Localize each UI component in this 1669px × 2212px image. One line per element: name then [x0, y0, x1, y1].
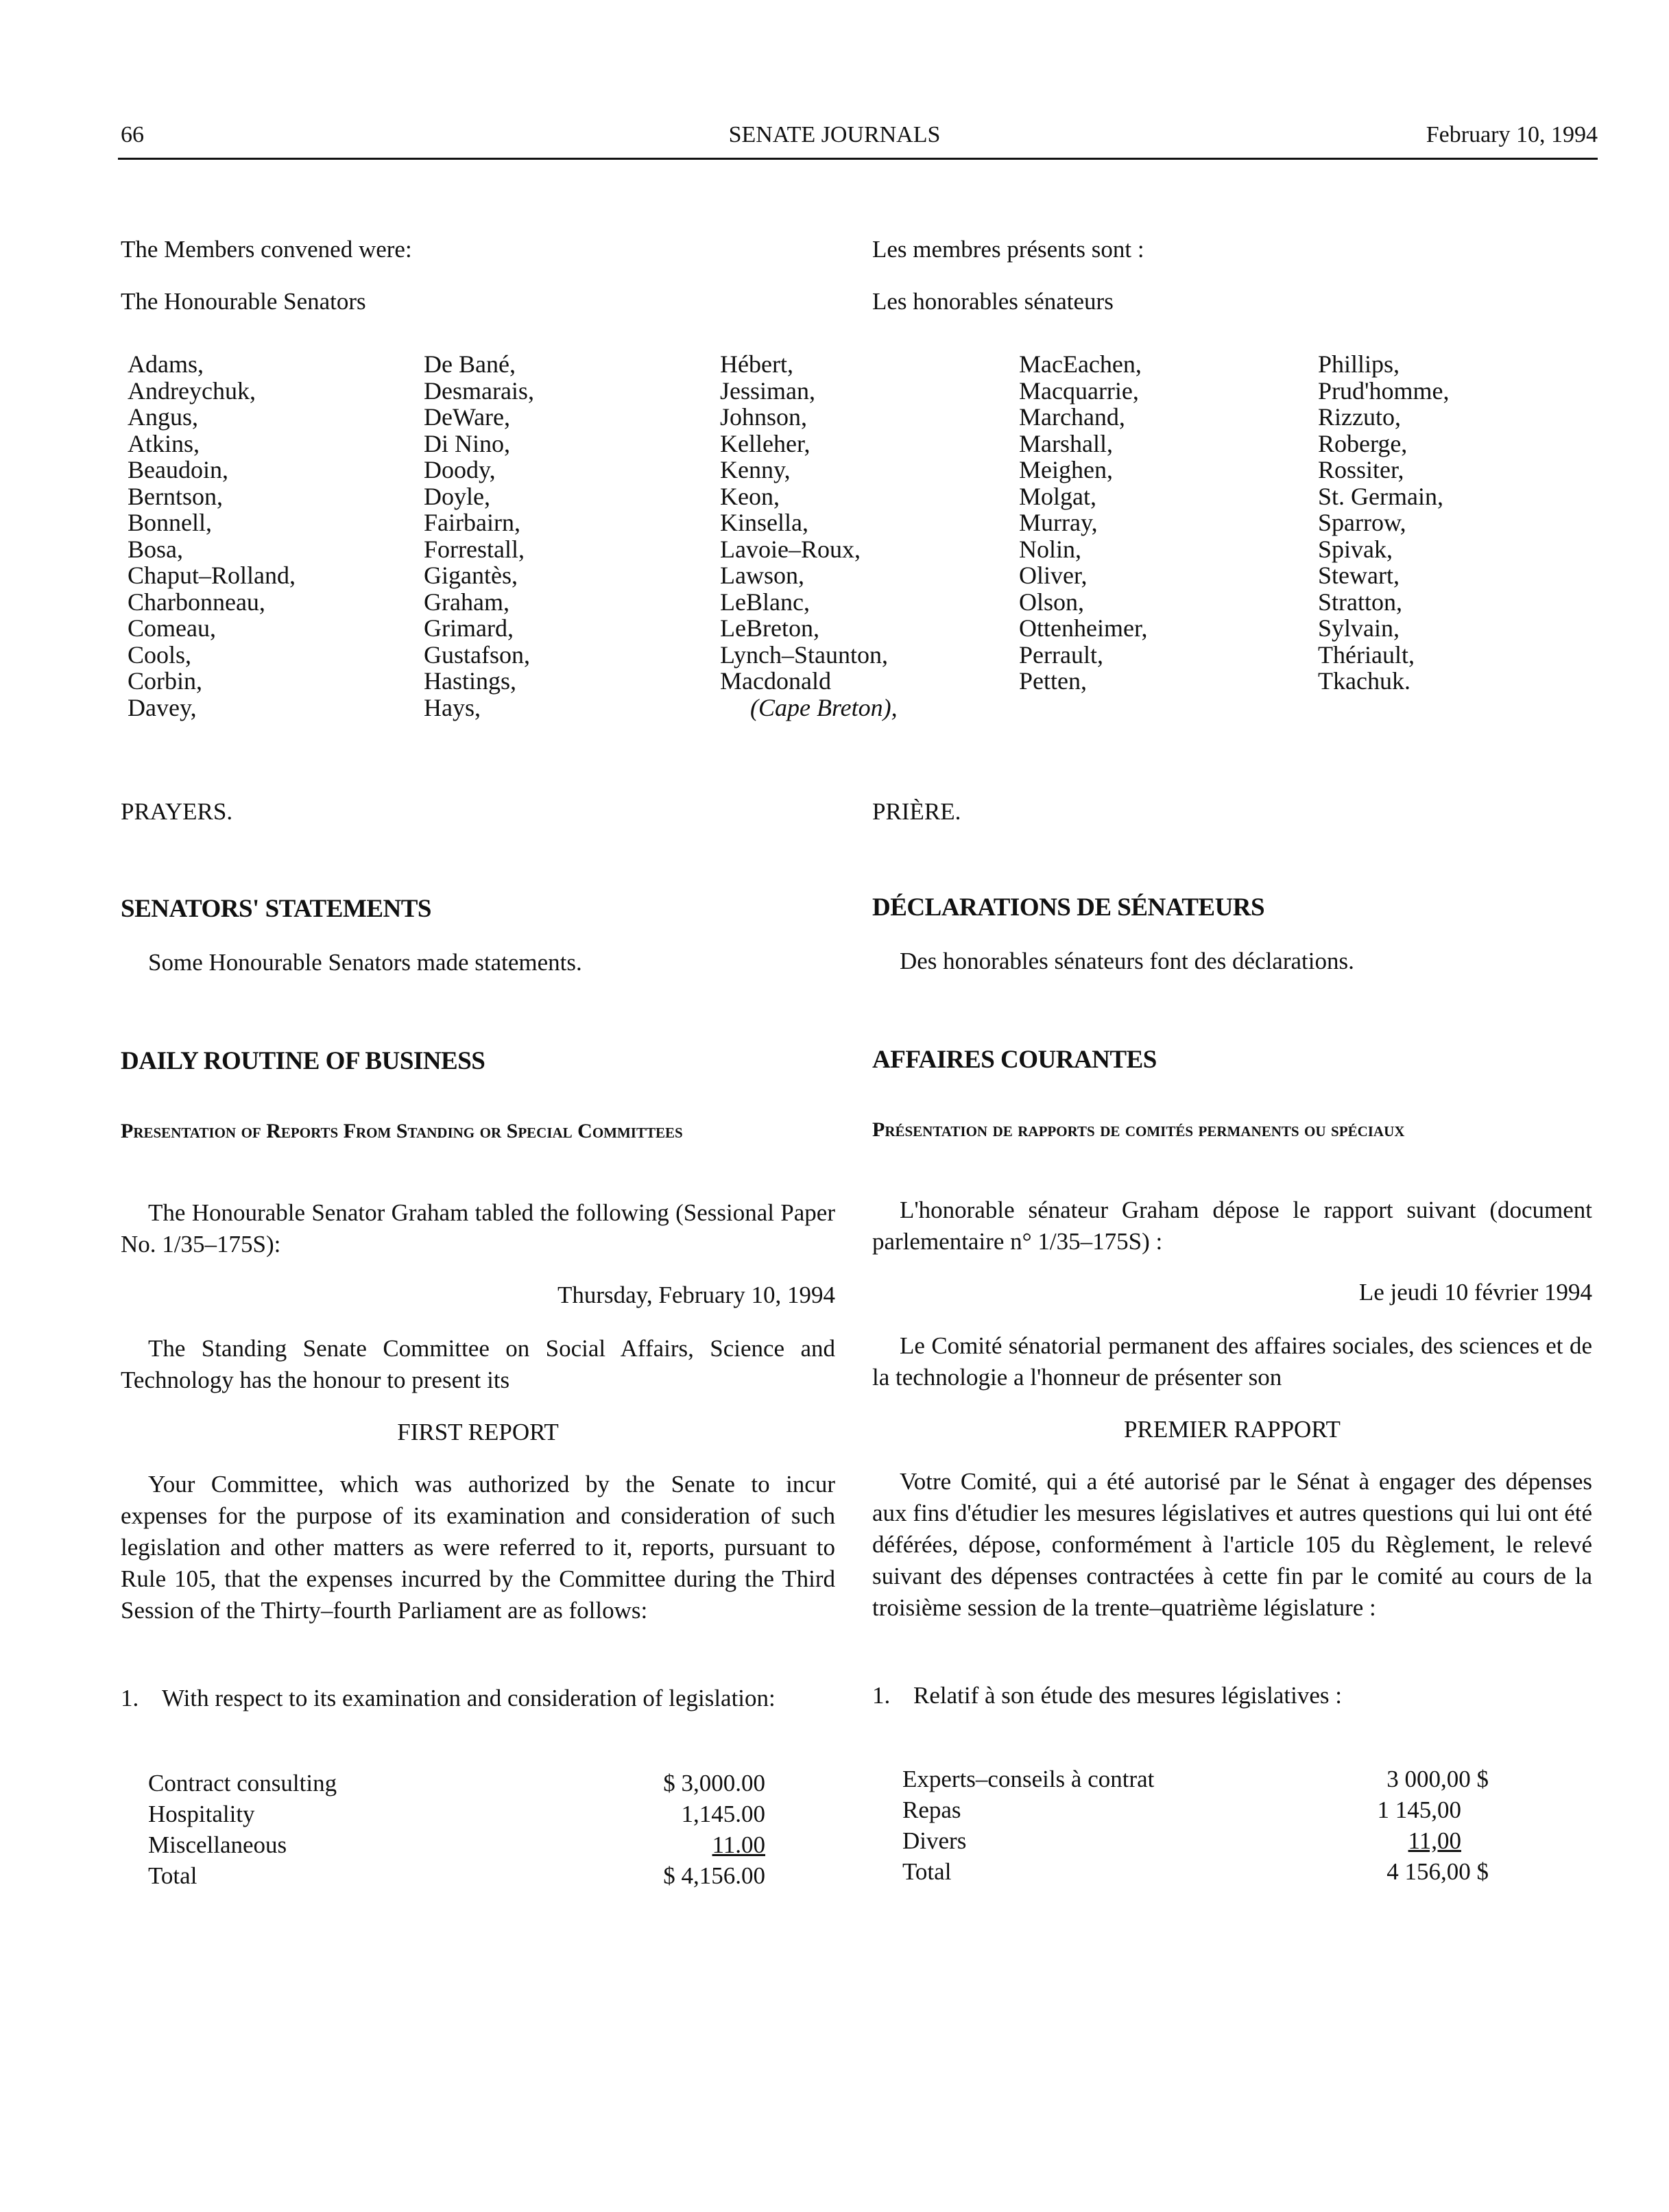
senator-name: Forrestall, [424, 535, 525, 563]
senator-name: Gigantès, [424, 562, 518, 589]
senator-name: Berntson, [128, 482, 223, 510]
item-text: With respect to its examination and consideration of legislation: [162, 1685, 776, 1711]
senator-name: Johnson, [720, 403, 808, 431]
journal-title: SENATE JOURNALS [728, 122, 941, 147]
members-convened-fr: Les membres présents sont : [872, 236, 1144, 263]
senator-name: Lynch–Staunton, [720, 640, 888, 669]
senator-column-2 [424, 351, 534, 721]
senator-name: MacEachen, [1019, 350, 1142, 378]
senator-name: Ottenheimer, [1019, 614, 1148, 642]
expense-row [902, 1794, 1489, 1825]
senator-column-1 [128, 351, 296, 721]
senator-name: Hastings, [424, 667, 516, 695]
tabled-text-fr: L'honorable sénateur Graham dépose le rapport suivant (document parlementaire n° 1/35–175S) : [872, 1197, 1592, 1255]
header-date: February 10, 1994 [1426, 122, 1598, 147]
senator-name: Meighen, [1019, 456, 1113, 483]
senator-name: Lawson, [720, 562, 804, 589]
senator-name: Molgat, [1019, 482, 1096, 510]
senator-name: Bosa, [128, 535, 183, 563]
senator-name: Bonnell, [128, 509, 212, 536]
senator-name: Charbonneau, [128, 588, 265, 616]
prayers-en: PRAYERS. [121, 798, 233, 825]
expense-label: Repas [902, 1796, 961, 1823]
expense-total-row [902, 1856, 1489, 1887]
senator-name: Olson, [1019, 588, 1085, 616]
expense-amount: $ 3,000.00 [663, 1770, 765, 1796]
senator-name: Atkins, [128, 429, 200, 457]
item-number: 1. [872, 1682, 891, 1709]
statements-text-fr: Des honorables sénateurs font des déclarations. [900, 948, 1354, 974]
expense-amount: 11.00 [712, 1831, 765, 1858]
report-title-en: FIRST REPORT [397, 1419, 559, 1445]
expense-label: Experts–conseils à contrat [902, 1766, 1155, 1792]
senator-name: Phillips, [1318, 350, 1400, 378]
report-title-fr: PREMIER RAPPORT [1124, 1416, 1341, 1443]
senator-name: Hébert, [720, 350, 793, 378]
senator-name: Marshall, [1019, 429, 1113, 457]
senator-name: Gustafson, [424, 640, 530, 669]
expense-amount: 1 145,00 [1377, 1796, 1461, 1823]
routine-heading-en: DAILY ROUTINE OF BUSINESS [121, 1047, 485, 1075]
senator-column-5 [1318, 351, 1449, 695]
senator-name: De Bané, [424, 350, 516, 378]
senator-name: Doody, [424, 456, 496, 483]
expense-row [148, 1799, 765, 1829]
expense-amount: 1,145.00 [681, 1801, 765, 1827]
senator-name: Angus, [128, 403, 199, 431]
senator-name: Petten, [1019, 667, 1087, 695]
honourable-senators-en: The Honourable Senators [121, 288, 366, 315]
senator-name: Stratton, [1318, 588, 1402, 616]
senator-name: Spivak, [1318, 535, 1393, 563]
senator-name: Stewart, [1318, 562, 1400, 589]
senator-name: Kinsella, [720, 509, 808, 536]
senator-name-riding: (Cape Breton), [750, 693, 898, 721]
expenses-table-en [148, 1768, 765, 1891]
senator-name: Roberge, [1318, 429, 1408, 457]
item-1-en [121, 1683, 835, 1714]
item-text: Relatif à son étude des mesures législatives : [913, 1682, 1342, 1709]
senator-name: DeWare, [424, 403, 511, 431]
senator-name: Keon, [720, 482, 780, 510]
senator-name: Di Nino, [424, 429, 510, 457]
senator-name: Beaudoin, [128, 456, 228, 483]
senator-name: Sparrow, [1318, 509, 1406, 536]
reports-subheading-en: Presentation of Reports From Standing or Special Committees [121, 1120, 683, 1142]
senator-name: Oliver, [1019, 562, 1088, 589]
senator-name: Corbin, [128, 667, 203, 695]
expense-label: Contract consulting [148, 1770, 337, 1796]
expenses-table-fr [902, 1764, 1489, 1887]
senator-name: Fairbairn, [424, 509, 520, 536]
reports-subheading-fr: Présentation de rapports de comités permanents ou spéciaux [872, 1118, 1405, 1141]
senator-name: Andreychuk, [128, 376, 256, 405]
senator-name: LeBreton, [720, 614, 819, 642]
senator-name: Davey, [128, 693, 197, 721]
senator-name: Rizzuto, [1318, 403, 1401, 431]
tabled-text-en: The Honourable Senator Graham tabled the following (Sessional Paper No. 1/35–175S): [121, 1199, 835, 1258]
senator-name: Grimard, [424, 614, 514, 642]
routine-heading-fr: AFFAIRES COURANTES [872, 1046, 1157, 1074]
senator-name: Nolin, [1019, 535, 1082, 563]
item-1-fr [872, 1680, 1592, 1711]
senator-name: Murray, [1019, 509, 1098, 536]
statements-text-en: Some Honourable Senators made statements. [148, 949, 582, 976]
senator-name: Marchand, [1019, 403, 1125, 431]
senator-name: Macdonald [720, 667, 831, 695]
honourable-senators-fr: Les honorables sénateurs [872, 288, 1114, 315]
statements-heading-en: SENATORS' STATEMENTS [121, 895, 431, 923]
report-date-en: Thursday, February 10, 1994 [557, 1282, 835, 1308]
page-number: 66 [121, 122, 144, 147]
senator-name: Macquarrie, [1019, 376, 1139, 405]
header-rule [118, 158, 1598, 160]
prayers-fr: PRIÈRE. [872, 798, 961, 825]
senator-name: Kenny, [720, 456, 791, 483]
senator-name: Sylvain, [1318, 614, 1400, 642]
committee-text-fr: Le Comité sénatorial permanent des affaires sociales, des sciences et de la technologie a l'honneur de présenter son [872, 1332, 1592, 1391]
senator-name: Comeau, [128, 614, 216, 642]
expense-label: Hospitality [148, 1801, 255, 1827]
expense-row [148, 1768, 765, 1799]
expense-label: Divers [902, 1827, 967, 1854]
report-date-fr: Le jeudi 10 février 1994 [1358, 1279, 1592, 1306]
expense-row [902, 1764, 1489, 1794]
senator-name: Rossiter, [1318, 456, 1404, 483]
item-number: 1. [121, 1685, 139, 1711]
expense-amount: $ 4,156.00 [663, 1862, 765, 1889]
senator-name: Kelleher, [720, 429, 811, 457]
senator-name: LeBlanc, [720, 588, 810, 616]
report-body-fr: Votre Comité, qui a été autorisé par le Sénat à engager des dépenses aux fins d'étudier les mesures législatives et autres questions qui lui ont été déférées, dépose, conformément à l'article 105 du Règlement, le relevé suivant des dépenses contractées à cette fin par le comité au cours de la troisième session de la trente–quatrième législature : [872, 1468, 1592, 1621]
expense-amount: 11,00 [1408, 1827, 1461, 1854]
senator-name: Perrault, [1019, 640, 1103, 669]
expense-row [148, 1829, 765, 1860]
expense-label: Miscellaneous [148, 1831, 287, 1858]
senator-name: Prud'homme, [1318, 376, 1450, 405]
expense-amount: 3 000,00 $ [1386, 1766, 1489, 1792]
senator-name: Doyle, [424, 482, 490, 510]
senator-name: St. Germain, [1318, 482, 1443, 510]
senator-name: Lavoie–Roux, [720, 535, 861, 563]
senator-column-3 [720, 351, 898, 721]
senator-column-4 [1019, 351, 1148, 695]
members-convened-en: The Members convened were: [121, 236, 412, 263]
senator-name: Tkachuk. [1318, 667, 1410, 695]
committee-text-en: The Standing Senate Committee on Social Affairs, Science and Technology has the honour to present its [121, 1335, 835, 1393]
expense-row [902, 1825, 1489, 1856]
statements-heading-fr: DÉCLARATIONS DE SÉNATEURS [872, 893, 1265, 922]
senator-name: Thériault, [1318, 640, 1415, 669]
senator-name: Adams, [128, 350, 204, 378]
senator-name: Hays, [424, 693, 481, 721]
senator-name: Cools, [128, 640, 192, 669]
expense-amount: 4 156,00 $ [1386, 1858, 1489, 1885]
senator-name: Chaput–Rolland, [128, 562, 296, 589]
senator-name: Jessiman, [720, 376, 815, 405]
expense-label: Total [902, 1858, 952, 1885]
senator-name: Desmarais, [424, 376, 534, 405]
expense-total-row [148, 1860, 765, 1891]
report-body-en: Your Committee, which was authorized by the Senate to incur expenses for the purpose of its examination and consideration of such legislation and other matters as were referred to it, reports, pursuant to Rule 105, that the expenses incurred by the Committee during the Third Session of the Thirty–fourth Parliament are as follows: [121, 1471, 835, 1624]
expense-label: Total [148, 1862, 197, 1889]
senator-name: Graham, [424, 588, 509, 616]
